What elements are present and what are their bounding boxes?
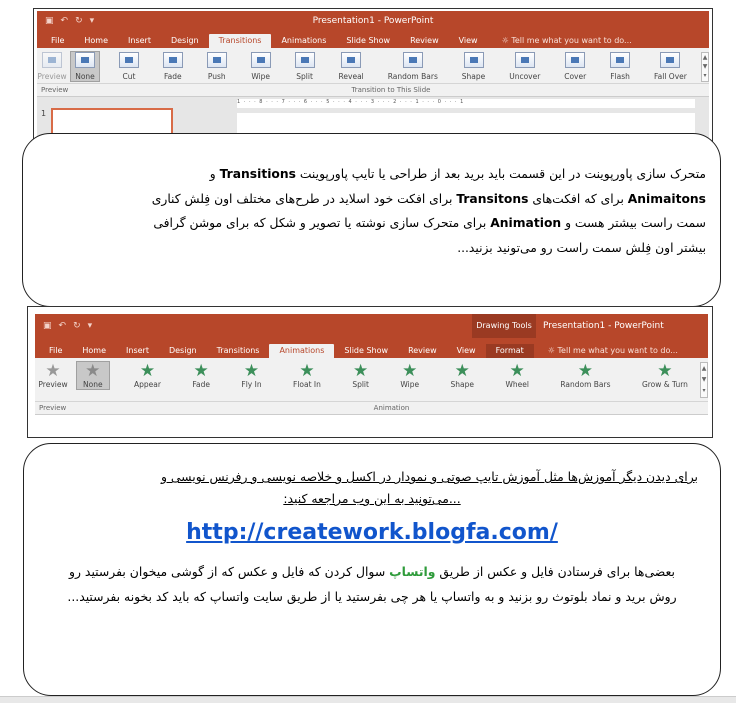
tab-review[interactable]: Review xyxy=(408,346,437,355)
animation-wheel[interactable]: ★ Wheel xyxy=(505,361,529,389)
animation-fly-in[interactable]: ★ Fly In xyxy=(241,361,262,389)
transition-uncover[interactable]: Uncover xyxy=(505,52,544,81)
transition-icon xyxy=(75,52,95,68)
animation-wipe[interactable]: ★ Wipe xyxy=(400,361,420,389)
ribbon-tabs xyxy=(35,338,708,358)
transition-icon xyxy=(565,52,585,68)
transition-icon xyxy=(341,52,361,68)
animation-star-icon: ★ xyxy=(657,361,673,381)
tab-slide-show[interactable]: Slide Show xyxy=(346,36,391,45)
tab-home[interactable]: Home xyxy=(82,346,107,355)
transition-icon xyxy=(295,52,315,68)
note1-line4: بیشتر اون فِلش سمت راست رو می‌تونید بزنید... xyxy=(457,240,706,255)
transition-icon xyxy=(403,52,423,68)
note2-line2: ...می‌تونید به این وب مراجعه کنید: xyxy=(283,491,461,506)
animation-star-icon: ★ xyxy=(193,361,209,381)
tab-review[interactable]: Review xyxy=(410,36,439,45)
transition-push[interactable]: Push xyxy=(203,52,231,81)
animation-star-icon: ★ xyxy=(577,361,594,381)
transition-cover[interactable]: Cover xyxy=(560,52,590,81)
transition-icon xyxy=(119,52,139,68)
transition-icon xyxy=(610,52,630,68)
animations-gallery xyxy=(35,358,708,402)
preview-icon xyxy=(42,52,62,68)
transition-icon xyxy=(660,52,680,68)
title-bar xyxy=(37,11,709,31)
save-icon[interactable]: ▣ xyxy=(45,16,54,26)
animation-star-icon: ★ xyxy=(454,361,470,381)
quick-access-toolbar xyxy=(45,16,94,26)
redo-icon[interactable]: ↻ xyxy=(75,16,83,26)
tab-insert[interactable]: Insert xyxy=(128,36,151,45)
title-bar xyxy=(35,314,708,338)
tab-slide-show[interactable]: Slide Show xyxy=(344,346,389,355)
undo-icon[interactable]: ↶ xyxy=(58,321,67,331)
redo-icon[interactable]: ↻ xyxy=(73,321,81,331)
tab-format[interactable]: Format xyxy=(486,344,534,358)
transition-reveal[interactable]: Reveal xyxy=(335,52,368,81)
animations-window xyxy=(27,306,713,438)
drawing-tools-label: Drawing Tools xyxy=(472,314,536,338)
animation-star-icon: ★ xyxy=(85,361,101,381)
animation-grow-turn[interactable]: ★ Grow & Turn xyxy=(641,361,688,389)
window-title: Presentation1 - PowerPoint xyxy=(543,321,664,331)
animation-star-icon: ★ xyxy=(353,361,369,381)
transition-icon xyxy=(464,52,484,68)
note1-line3: سمت راست بیشتر هست و Animation برای متحرک سازی نوشته یا تصویر و شکل که برای موشن گرافی xyxy=(153,216,706,230)
transition-icon xyxy=(163,52,183,68)
tab-insert[interactable]: Insert xyxy=(126,346,149,355)
customize-icon[interactable]: ▾ xyxy=(87,321,93,331)
transition-fade[interactable]: Fade xyxy=(159,52,187,81)
window-title: Presentation1 - PowerPoint xyxy=(312,16,434,26)
gallery-scroll[interactable]: ▲ ▼ ▾ xyxy=(701,52,709,82)
whatsapp-paragraph: بعضی‌ها برای فرستادن فایل و عکس از طریق واتساپ سوال کردن که فایل و عکس که از گوشی میخوان بفرستید رو روش برید و نماد بلوتوث رو بزنید و به واتساپ یا هر چی بفرستید یا از طریق سایت واتساپ که باید کد بخونه بفرستید... xyxy=(67,564,677,604)
animation-random-bars[interactable]: ★ Random Bars xyxy=(560,361,611,389)
ruler: 1 · · · 8 · · · 7 · · · 6 · · · 5 · · · 4 · · · 3 · · · 2 · · · 1 · · · 0 · · · 1 xyxy=(237,99,695,108)
group-preview-label: Preview xyxy=(37,84,73,96)
transition-shape[interactable]: Shape xyxy=(458,52,490,81)
tab-transitions[interactable]: Transitions xyxy=(209,34,272,48)
quick-access-toolbar xyxy=(43,321,92,331)
tab-design[interactable]: Design xyxy=(168,346,197,355)
animation-star-icon: ★ xyxy=(139,361,156,381)
tab-file[interactable]: File xyxy=(49,346,63,355)
group-animation-label: Animation xyxy=(75,402,708,414)
lightbulb-icon: ☼ xyxy=(547,346,558,355)
transition-icon xyxy=(251,52,271,68)
group-transitions-label: Transition to This Slide xyxy=(73,84,709,96)
animation-shape[interactable]: ★ Shape xyxy=(450,361,475,389)
note1-line2: Animaitons برای که افکت‌های Transitons برای افکت خود اسلاید در طرح‌های مختلف اون فِلش کناری xyxy=(151,191,706,206)
animation-fade[interactable]: ★ Fade xyxy=(192,361,210,389)
customize-icon[interactable]: ▾ xyxy=(89,16,95,26)
blog-link[interactable]: http://creatework.blogfa.com/ xyxy=(186,520,558,545)
animation-appear[interactable]: ★ Appear xyxy=(134,361,161,389)
animation-none[interactable]: ★ None xyxy=(77,362,109,389)
tab-file[interactable]: File xyxy=(51,36,65,45)
animation-star-icon: ★ xyxy=(243,361,260,381)
ribbon-tabs xyxy=(37,31,709,48)
links-note xyxy=(23,443,721,696)
tab-view[interactable]: View xyxy=(458,36,478,45)
tab-view[interactable]: View xyxy=(456,346,476,355)
note1-line1: متحرک سازی پاورپوینت در این قسمت باید برید بعد از طراحی یا تایپ پاورپوینت Transitions و xyxy=(209,167,706,181)
transitions-window xyxy=(33,8,713,142)
animation-star-icon: ★ xyxy=(509,361,525,381)
bottom-edge xyxy=(0,696,736,703)
transition-cut[interactable]: Cut xyxy=(115,52,143,81)
animation-star-icon: ★ xyxy=(402,361,418,381)
tab-design[interactable]: Design xyxy=(170,36,199,45)
preview-button[interactable]: ★ Preview xyxy=(38,361,68,389)
group-preview-label: Preview xyxy=(35,402,75,414)
transitions-gallery xyxy=(37,48,709,84)
tab-animations[interactable]: Animations xyxy=(281,36,327,45)
transition-fall-over[interactable]: Fall Over xyxy=(650,52,691,81)
tab-transitions[interactable]: Transitions xyxy=(216,346,260,355)
tell-me-box[interactable]: ☼ Tell me what you want to do... xyxy=(547,346,678,355)
preview-star-icon: ★ xyxy=(45,361,61,381)
lightbulb-icon: ☼ xyxy=(501,36,512,45)
transition-icon xyxy=(515,52,535,68)
gallery-scroll[interactable]: ▲ ▼ ▾ xyxy=(700,362,708,398)
animation-star-icon: ★ xyxy=(299,361,315,381)
transition-random-bars[interactable]: Random Bars xyxy=(384,52,442,81)
transition-wipe[interactable]: Wipe xyxy=(247,52,275,81)
tab-home[interactable]: Home xyxy=(84,36,109,45)
animation-split[interactable]: ★ Split xyxy=(352,361,369,389)
undo-icon[interactable]: ↶ xyxy=(60,16,69,26)
transition-none[interactable]: None xyxy=(71,52,99,81)
transition-flash[interactable]: Flash xyxy=(606,52,634,81)
save-icon[interactable]: ▣ xyxy=(43,321,52,331)
tab-animations[interactable]: Animations xyxy=(269,344,334,358)
transitions-note xyxy=(22,133,721,307)
transition-split[interactable]: Split xyxy=(291,52,319,81)
note2-line1: برای دیدن دیگر آموزش‌ها مثل آموزش تایپ صوتی و نمودار در اکسل و خلاصه نویسی و رفرنس نویسی و xyxy=(160,469,698,484)
whatsapp-word: واتساپ xyxy=(389,564,436,579)
transition-icon xyxy=(207,52,227,68)
tell-me-box[interactable]: ☼ Tell me what you want to do... xyxy=(501,36,632,45)
animation-float-in[interactable]: ★ Float In xyxy=(293,361,321,389)
preview-button[interactable]: Preview xyxy=(37,52,67,81)
slide-number: 1 xyxy=(41,109,47,118)
